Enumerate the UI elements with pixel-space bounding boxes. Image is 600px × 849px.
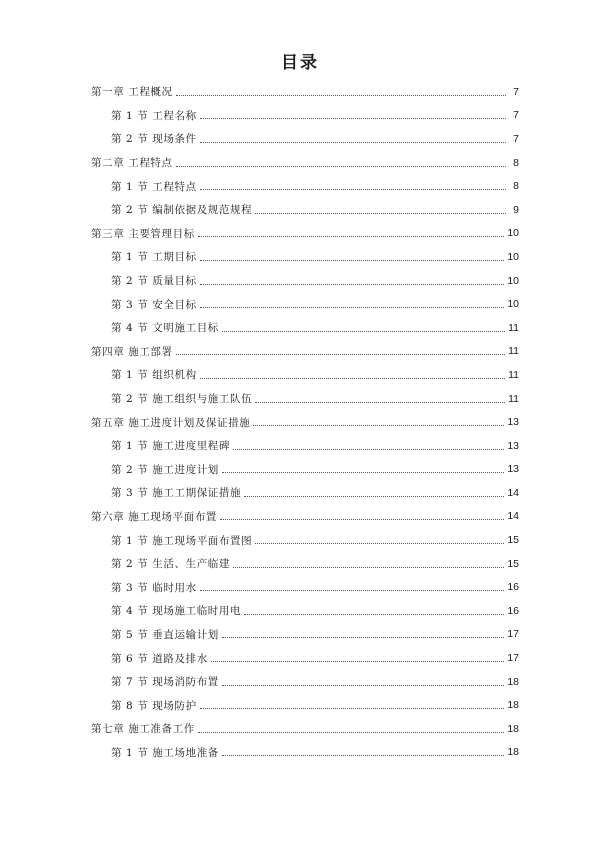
toc-entry-label: 第 2 节 施工进度计划 — [111, 463, 219, 476]
toc-entry-label: 第三章 主要管理目标 — [91, 227, 195, 240]
toc-section-entry[interactable] — [91, 528, 519, 552]
toc-entry-label: 第 1 节 施工现场平面布置图 — [111, 534, 253, 547]
toc-entry-label: 第 1 节 施工进度里程碑 — [111, 440, 230, 453]
toc-entry-page-number: 17 — [507, 652, 519, 665]
toc-entry-page-number: 17 — [507, 628, 519, 641]
toc-entry-page-number: 10 — [507, 227, 519, 240]
toc-entry-label: 第 2 节 现场条件 — [111, 133, 197, 146]
toc-chapter-entry[interactable] — [91, 410, 519, 434]
dot-leader — [200, 306, 505, 308]
toc-chapter-entry[interactable] — [91, 717, 519, 741]
toc-entry-page-number: 9 — [513, 203, 519, 216]
toc-entry-page-number: 10 — [507, 298, 519, 311]
toc-section-entry[interactable] — [91, 646, 519, 670]
toc-entry-page-number: 11 — [508, 345, 519, 358]
toc-entry-label: 第 4 节 现场施工临时用电 — [111, 605, 242, 618]
dot-leader — [253, 424, 504, 426]
toc-section-entry[interactable] — [91, 458, 519, 482]
toc-section-entry[interactable] — [91, 741, 519, 765]
toc-entry-label: 第 1 节 组织机构 — [111, 369, 197, 382]
toc-entry-page-number: 7 — [513, 132, 519, 145]
toc-section-entry[interactable] — [91, 363, 519, 387]
toc-entry-label: 第 2 节 生活、生产临建 — [111, 558, 230, 571]
dot-leader — [220, 518, 504, 520]
toc-entry-label: 第 1 节 施工场地准备 — [111, 746, 219, 759]
toc-entry-label: 第 3 节 施工工期保证措施 — [111, 487, 242, 500]
dot-leader — [198, 235, 504, 237]
toc-entry-page-number: 18 — [507, 699, 519, 712]
page-title: 目录 — [281, 53, 319, 73]
toc-section-entry[interactable] — [91, 387, 519, 411]
toc-entry-page-number: 10 — [507, 250, 519, 263]
toc-entry-page-number: 18 — [507, 675, 519, 688]
dot-leader — [200, 259, 505, 261]
toc-section-entry[interactable] — [91, 670, 519, 694]
dot-leader — [176, 353, 505, 355]
toc-entry-page-number: 15 — [507, 534, 519, 547]
toc-entry-label: 第 7 节 现场消防布置 — [111, 676, 219, 689]
toc-section-entry[interactable] — [91, 245, 519, 269]
toc-chapter-entry[interactable] — [91, 505, 519, 529]
toc-entry-page-number: 7 — [513, 85, 519, 98]
toc-entry-page-number: 13 — [507, 439, 519, 452]
toc-section-entry[interactable] — [91, 599, 519, 623]
dot-leader — [200, 707, 505, 709]
toc-entry-page-number: 13 — [507, 416, 519, 429]
dot-leader — [244, 613, 504, 615]
toc-entry-page-number: 18 — [507, 722, 519, 735]
toc-entry-label: 第一章 工程概况 — [91, 86, 173, 99]
dot-leader — [200, 283, 505, 285]
toc-entry-label: 第二章 工程特点 — [91, 157, 173, 170]
toc-chapter-entry[interactable] — [91, 340, 519, 364]
toc-section-entry[interactable] — [91, 575, 519, 599]
toc-entry-page-number: 16 — [507, 604, 519, 617]
toc-entry-label: 第七章 施工准备工作 — [91, 723, 195, 736]
toc-section-entry[interactable] — [91, 127, 519, 151]
dot-leader — [222, 471, 504, 473]
dot-leader — [222, 754, 504, 756]
toc-entry-label: 第 1 节 工程名称 — [111, 109, 197, 122]
toc-entry-page-number: 11 — [508, 321, 519, 334]
dot-leader — [233, 448, 504, 450]
toc-entry-page-number: 13 — [507, 463, 519, 476]
toc-entry-page-number: 7 — [513, 109, 519, 122]
toc-chapter-entry[interactable] — [91, 222, 519, 246]
toc-chapter-entry[interactable] — [91, 80, 519, 104]
toc-entry-page-number: 11 — [508, 392, 519, 405]
toc-entry-label: 第 4 节 文明施工目标 — [111, 322, 219, 335]
dot-leader — [211, 660, 505, 662]
toc-entry-label: 第四章 施工部署 — [91, 345, 173, 358]
toc-section-entry[interactable] — [91, 316, 519, 340]
toc-entry-label: 第 3 节 安全目标 — [111, 298, 197, 311]
dot-leader — [222, 330, 505, 332]
toc-section-entry[interactable] — [91, 623, 519, 647]
toc-entry-page-number: 8 — [513, 156, 519, 169]
toc-entry-page-number: 8 — [513, 180, 519, 193]
toc-entry-label: 第 3 节 临时用水 — [111, 581, 197, 594]
toc-entry-label: 第 8 节 现场防护 — [111, 699, 197, 712]
toc-entry-page-number: 14 — [507, 486, 519, 499]
toc-section-entry[interactable] — [91, 269, 519, 293]
toc-list — [91, 80, 519, 764]
toc-section-entry[interactable] — [91, 481, 519, 505]
toc-section-entry[interactable] — [91, 198, 519, 222]
dot-leader — [176, 94, 506, 96]
dot-leader — [198, 731, 504, 733]
dot-leader — [233, 566, 504, 568]
dot-leader — [255, 212, 506, 214]
dot-leader — [222, 636, 504, 638]
toc-section-entry[interactable] — [91, 174, 519, 198]
dot-leader — [200, 188, 506, 190]
toc-section-entry[interactable] — [91, 552, 519, 576]
toc-section-entry[interactable] — [91, 104, 519, 128]
dot-leader — [255, 542, 504, 544]
toc-entry-page-number: 15 — [507, 557, 519, 570]
dot-leader — [244, 495, 504, 497]
toc-entry-label: 第五章 施工进度计划及保证措施 — [91, 416, 251, 429]
dot-leader — [200, 117, 506, 119]
toc-section-entry[interactable] — [91, 693, 519, 717]
toc-entry-page-number: 10 — [507, 274, 519, 287]
toc-entry-label: 第 5 节 垂直运输计划 — [111, 628, 219, 641]
dot-leader — [255, 401, 505, 403]
dot-leader — [176, 165, 506, 167]
toc-entry-page-number: 18 — [507, 746, 519, 759]
dot-leader — [200, 589, 505, 591]
toc-entry-label: 第 1 节 工期目标 — [111, 251, 197, 264]
toc-entry-page-number: 14 — [507, 510, 519, 523]
toc-section-entry[interactable] — [91, 434, 519, 458]
toc-entry-page-number: 16 — [507, 581, 519, 594]
toc-entry-label: 第 2 节 质量目标 — [111, 275, 197, 288]
toc-entry-label: 第 2 节 编制依据及规范规程 — [111, 204, 253, 217]
dot-leader — [200, 377, 505, 379]
dot-leader — [222, 684, 504, 686]
toc-entry-page-number: 11 — [508, 368, 519, 381]
toc-entry-label: 第 6 节 道路及排水 — [111, 652, 208, 665]
toc-entry-label: 第六章 施工现场平面布置 — [91, 510, 218, 523]
toc-entry-label: 第 1 节 工程特点 — [111, 180, 197, 193]
toc-entry-label: 第 2 节 施工组织与施工队伍 — [111, 393, 253, 406]
toc-section-entry[interactable] — [91, 292, 519, 316]
toc-chapter-entry[interactable] — [91, 151, 519, 175]
dot-leader — [200, 141, 506, 143]
